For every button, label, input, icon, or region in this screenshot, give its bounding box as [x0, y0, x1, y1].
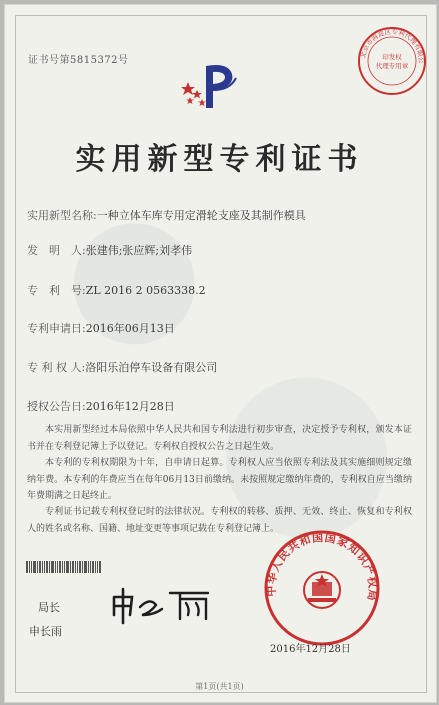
field-value: 一种立体车库专用定滑轮支座及其制作模具 [96, 209, 306, 222]
svg-text:印发权: 印发权 [382, 53, 402, 61]
field-label: 授权公告日: [27, 400, 86, 413]
svg-text:代理专用章: 代理专用章 [375, 62, 409, 70]
director-name: 申长雨 [29, 625, 62, 638]
svg-text:北京市海淀区专利代理有限公司: 北京市海淀区专利代理有限公 [359, 27, 426, 64]
svg-text:中华人民共和国国家知识产权局: 中华人民共和国国家知识产权局 [264, 531, 380, 603]
field-label: 专利申请日: [27, 322, 86, 335]
page-footer: 第1页(共1页) [195, 682, 244, 691]
agency-seal-stamp [356, 25, 428, 101]
certificate-number: 证书号第5815372号 [28, 55, 129, 66]
body-paragraph: 本专利的专利权期限为十年，自申请日起算。专利权人应当依照专利法及其实施细则规定缴纳年费。本专利的年费应当在每年06月13日前缴纳。未按照规定缴纳年费的，专利权自应当缴纳年费期满之日起终止。 [27, 458, 412, 501]
field-value: 2016年12月28日 [85, 400, 175, 413]
utility-model-name-field [27, 207, 306, 223]
field-value: 2016年06月13日 [85, 322, 175, 335]
filing-date-field [27, 320, 175, 336]
field-label: 专 利 权 人: [27, 361, 86, 374]
field-label: 专 利 号: [27, 284, 86, 297]
certificate-title: 实用新型专利证书 [75, 142, 364, 177]
field-value: 洛阳乐泊停车设备有限公司 [85, 361, 218, 374]
patentee-field [27, 359, 217, 375]
field-value: 张建伟;张应辉;刘孝伟 [85, 244, 193, 257]
barcode [26, 561, 116, 573]
director-title: 局长 [38, 601, 60, 614]
field-label: 实用新型名称: [27, 209, 97, 222]
inventor-field [27, 242, 192, 258]
body-paragraph: 本实用新型经过本局依照中华人民共和国专利法进行初步审查，决定授予专利权，颁发本证书并在专利登记簿上予以登记。专利权自授权公告之日起生效。 [27, 425, 412, 452]
seal-date: 2016年12月28日 [270, 644, 351, 655]
patent-number-field [27, 282, 206, 298]
state-ip-office-seal [262, 528, 382, 652]
director-signature [110, 585, 230, 629]
field-label: 发 明 人: [27, 244, 86, 257]
grant-date-field [27, 398, 175, 414]
sipo-emblem-icon [180, 52, 240, 118]
field-value: ZL 2016 2 0563338.2 [85, 284, 206, 297]
body-paragraph: 专利证书记载专利权登记时的法律状况。专利权的转移、质押、无效、终止、恢复和专利权人的姓名或名称、国籍、地址变更等事项记载在专利登记簿上。 [27, 507, 412, 534]
